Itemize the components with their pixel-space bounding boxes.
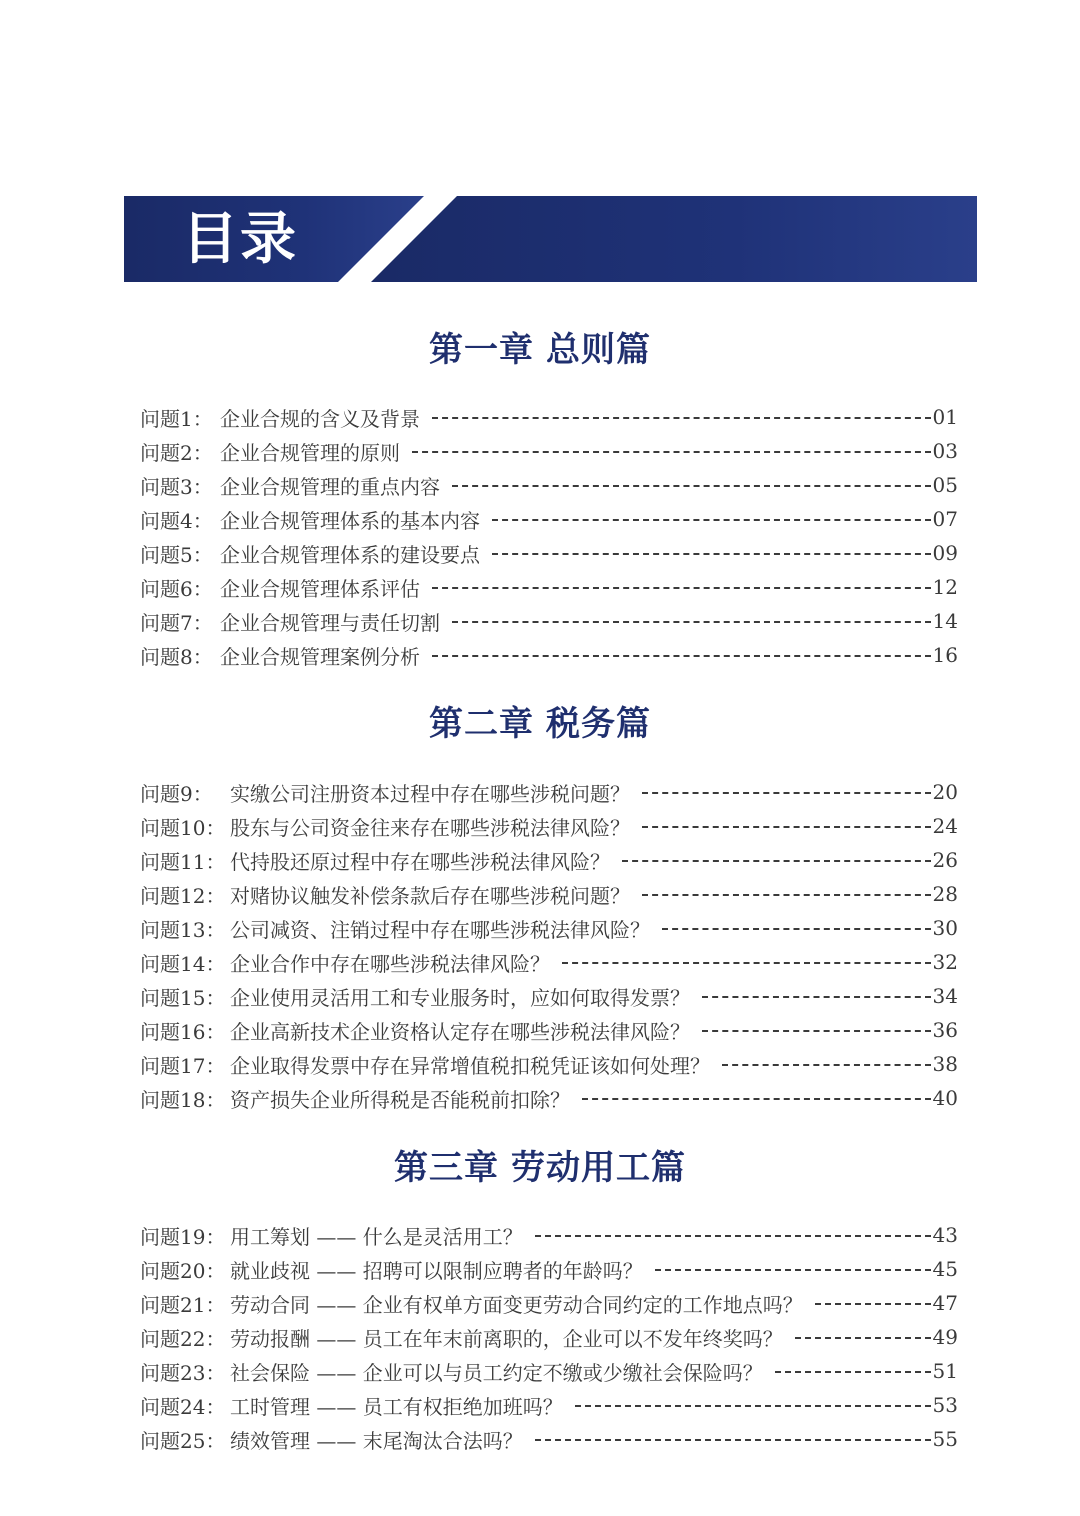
toc-entry-page: 07 [932, 507, 958, 531]
toc-entry-number: 问题15： [140, 985, 226, 1010]
toc-entry-number: 问题11： [140, 849, 226, 874]
toc-leader-line [702, 1030, 931, 1032]
toc-entry[interactable] [140, 468, 958, 502]
toc-entry-number: 问题8： [140, 644, 213, 669]
toc-entry[interactable] [140, 570, 958, 604]
toc-entry-number: 问题6： [140, 576, 213, 601]
toc-entry[interactable] [140, 1286, 958, 1320]
toc-leader-line [662, 928, 931, 930]
toc-entry-page: 28 [932, 882, 958, 906]
toc-entry-title: 资产损失企业所得税是否能税前扣除？ [230, 1087, 570, 1112]
toc-leader-line [642, 894, 931, 896]
toc-entry-number: 问题9： [140, 781, 213, 806]
toc-entry-page: 30 [932, 916, 958, 940]
toc-entry-title: 企业高新技术企业资格认定存在哪些涉税法律风险？ [230, 1019, 690, 1044]
toc-leader-line [432, 587, 931, 589]
toc-entry-number: 问题13： [140, 917, 226, 942]
toc-leader-line [622, 860, 931, 862]
toc-entry[interactable] [140, 1013, 958, 1047]
page-title: 目录 [182, 206, 298, 272]
toc-entry-title: 工时管理 —— 员工有权拒绝加班吗？ [230, 1394, 563, 1419]
toc-entry-number: 问题18： [140, 1087, 226, 1112]
toc-entry-page: 16 [932, 643, 958, 667]
chapter-number: 第二章 [429, 704, 534, 744]
toc-entry-number: 问题20： [140, 1258, 226, 1283]
toc-entry-number: 问题2： [140, 440, 213, 465]
toc-entry[interactable] [140, 434, 958, 468]
chapter-number: 第三章 [394, 1148, 499, 1188]
toc-entry-title: 企业合规管理案例分析 [220, 644, 420, 669]
toc-entry[interactable] [140, 809, 958, 843]
toc-entry[interactable] [140, 604, 958, 638]
toc-entry-title: 劳动报酬 —— 员工在年末前离职的，企业可以不发年终奖吗？ [230, 1326, 783, 1351]
chapter-name: 总则篇 [546, 330, 651, 370]
toc-entry-number: 问题17： [140, 1053, 226, 1078]
toc-entry-number: 问题3： [140, 474, 213, 499]
toc-entry-title: 代持股还原过程中存在哪些涉税法律风险？ [230, 849, 610, 874]
toc-entry[interactable] [140, 1252, 958, 1286]
toc-leader-line [432, 417, 931, 419]
toc-entry-page: 49 [932, 1325, 958, 1349]
toc-entry-page: 53 [932, 1393, 958, 1417]
toc-entry-number: 问题1： [140, 406, 213, 431]
chapter-name: 劳动用工篇 [511, 1148, 686, 1188]
toc-entry[interactable] [140, 400, 958, 434]
toc-entry-page: 14 [932, 609, 958, 633]
toc-entry-title: 企业合规管理体系的基本内容 [220, 508, 480, 533]
toc-entry-page: 34 [932, 984, 958, 1008]
toc-entry[interactable] [140, 775, 958, 809]
toc-entry-title: 实缴公司注册资本过程中存在哪些涉税问题？ [230, 781, 630, 806]
toc-entry-title: 企业合规管理体系的建设要点 [220, 542, 480, 567]
toc-leader-line [535, 1439, 931, 1441]
toc-entry[interactable] [140, 1081, 958, 1115]
toc-entry-page: 03 [932, 439, 958, 463]
toc-list-chapter-1 [140, 400, 958, 672]
toc-leader-line [642, 826, 931, 828]
toc-banner [124, 196, 977, 282]
toc-entry-title: 用工筹划 —— 什么是灵活用工？ [230, 1224, 523, 1249]
chapter-number: 第一章 [429, 330, 534, 370]
toc-entry-number: 问题19： [140, 1224, 226, 1249]
toc-entry[interactable] [140, 843, 958, 877]
toc-entry-page: 47 [932, 1291, 958, 1315]
toc-entry-title: 股东与公司资金往来存在哪些涉税法律风险？ [230, 815, 630, 840]
toc-entry-title: 就业歧视 —— 招聘可以限制应聘者的年龄吗？ [230, 1258, 643, 1283]
toc-entry-number: 问题14： [140, 951, 226, 976]
toc-entry-title: 社会保险 —— 企业可以与员工约定不缴或少缴社会保险吗？ [230, 1360, 763, 1385]
toc-entry-page: 05 [932, 473, 958, 497]
toc-entry[interactable] [140, 1422, 958, 1456]
toc-entry-title: 公司减资、注销过程中存在哪些涉税法律风险？ [230, 917, 650, 942]
toc-leader-line [795, 1337, 931, 1339]
toc-entry-page: 43 [932, 1223, 958, 1247]
toc-entry[interactable] [140, 911, 958, 945]
chapter-name: 税务篇 [546, 704, 651, 744]
toc-leader-line [815, 1303, 931, 1305]
toc-entry-title: 企业合规管理体系评估 [220, 576, 420, 601]
toc-list-chapter-3 [140, 1218, 958, 1456]
toc-entry-title: 企业合规管理的重点内容 [220, 474, 440, 499]
toc-entry[interactable] [140, 877, 958, 911]
toc-entry-number: 问题25： [140, 1428, 226, 1453]
chapter-title-3 [0, 1140, 1080, 1189]
toc-entry-page: 01 [932, 405, 958, 429]
toc-entry-number: 问题22： [140, 1326, 226, 1351]
toc-entry-page: 24 [932, 814, 958, 838]
toc-entry-title: 企业取得发票中存在异常增值税扣税凭证该如何处理？ [230, 1053, 710, 1078]
toc-entry-page: 32 [932, 950, 958, 974]
toc-entry-number: 问题21： [140, 1292, 226, 1317]
chapter-title-1 [0, 322, 1080, 371]
toc-leader-line [412, 451, 931, 453]
toc-list-chapter-2 [140, 775, 958, 1115]
toc-entry-number: 问题24： [140, 1394, 226, 1419]
toc-entry-title: 绩效管理 —— 末尾淘汰合法吗？ [230, 1428, 523, 1453]
toc-leader-line [655, 1269, 931, 1271]
toc-leader-line [452, 485, 931, 487]
toc-entry[interactable] [140, 536, 958, 570]
toc-entry-page: 09 [932, 541, 958, 565]
toc-entry-page: 20 [932, 780, 958, 804]
chapter-title-2 [0, 696, 1080, 745]
toc-entry-title: 对赌协议触发补偿条款后存在哪些涉税问题？ [230, 883, 630, 908]
toc-entry[interactable] [140, 638, 958, 672]
toc-leader-line [575, 1405, 931, 1407]
toc-entry[interactable] [140, 1047, 958, 1081]
toc-entry-number: 问题5： [140, 542, 213, 567]
toc-entry-number: 问题16： [140, 1019, 226, 1044]
toc-entry-title: 劳动合同 —— 企业有权单方面变更劳动合同约定的工作地点吗？ [230, 1292, 803, 1317]
toc-leader-line [452, 621, 931, 623]
toc-entry-page: 26 [932, 848, 958, 872]
toc-entry-page: 40 [932, 1086, 958, 1110]
toc-leader-line [642, 792, 931, 794]
toc-leader-line [702, 996, 931, 998]
toc-entry-page: 36 [932, 1018, 958, 1042]
toc-leader-line [492, 553, 931, 555]
toc-entry-number: 问题4： [140, 508, 213, 533]
toc-entry-title: 企业合规管理与责任切割 [220, 610, 440, 635]
toc-entry[interactable] [140, 945, 958, 979]
toc-entry[interactable] [140, 502, 958, 536]
toc-leader-line [722, 1064, 931, 1066]
toc-entry[interactable] [140, 979, 958, 1013]
toc-leader-line [432, 655, 931, 657]
toc-entry-title: 企业合规的含义及背景 [220, 406, 420, 431]
toc-entry-number: 问题12： [140, 883, 226, 908]
toc-entry[interactable] [140, 1388, 958, 1422]
toc-entry-number: 问题23： [140, 1360, 226, 1385]
toc-entry-number: 问题10： [140, 815, 226, 840]
toc-entry[interactable] [140, 1320, 958, 1354]
toc-entry[interactable] [140, 1354, 958, 1388]
toc-leader-line [562, 962, 931, 964]
toc-entry-title: 企业使用灵活用工和专业服务时，应如何取得发票？ [230, 985, 690, 1010]
toc-leader-line [582, 1098, 931, 1100]
toc-leader-line [775, 1371, 931, 1373]
toc-entry[interactable] [140, 1218, 958, 1252]
toc-entry-page: 45 [932, 1257, 958, 1281]
toc-entry-title: 企业合作中存在哪些涉税法律风险？ [230, 951, 550, 976]
toc-leader-line [492, 519, 931, 521]
toc-entry-title: 企业合规管理的原则 [220, 440, 400, 465]
toc-entry-page: 12 [932, 575, 958, 599]
toc-entry-number: 问题7： [140, 610, 213, 635]
toc-entry-page: 38 [932, 1052, 958, 1076]
toc-entry-page: 51 [932, 1359, 958, 1383]
toc-leader-line [535, 1235, 931, 1237]
toc-entry-page: 55 [932, 1427, 958, 1451]
